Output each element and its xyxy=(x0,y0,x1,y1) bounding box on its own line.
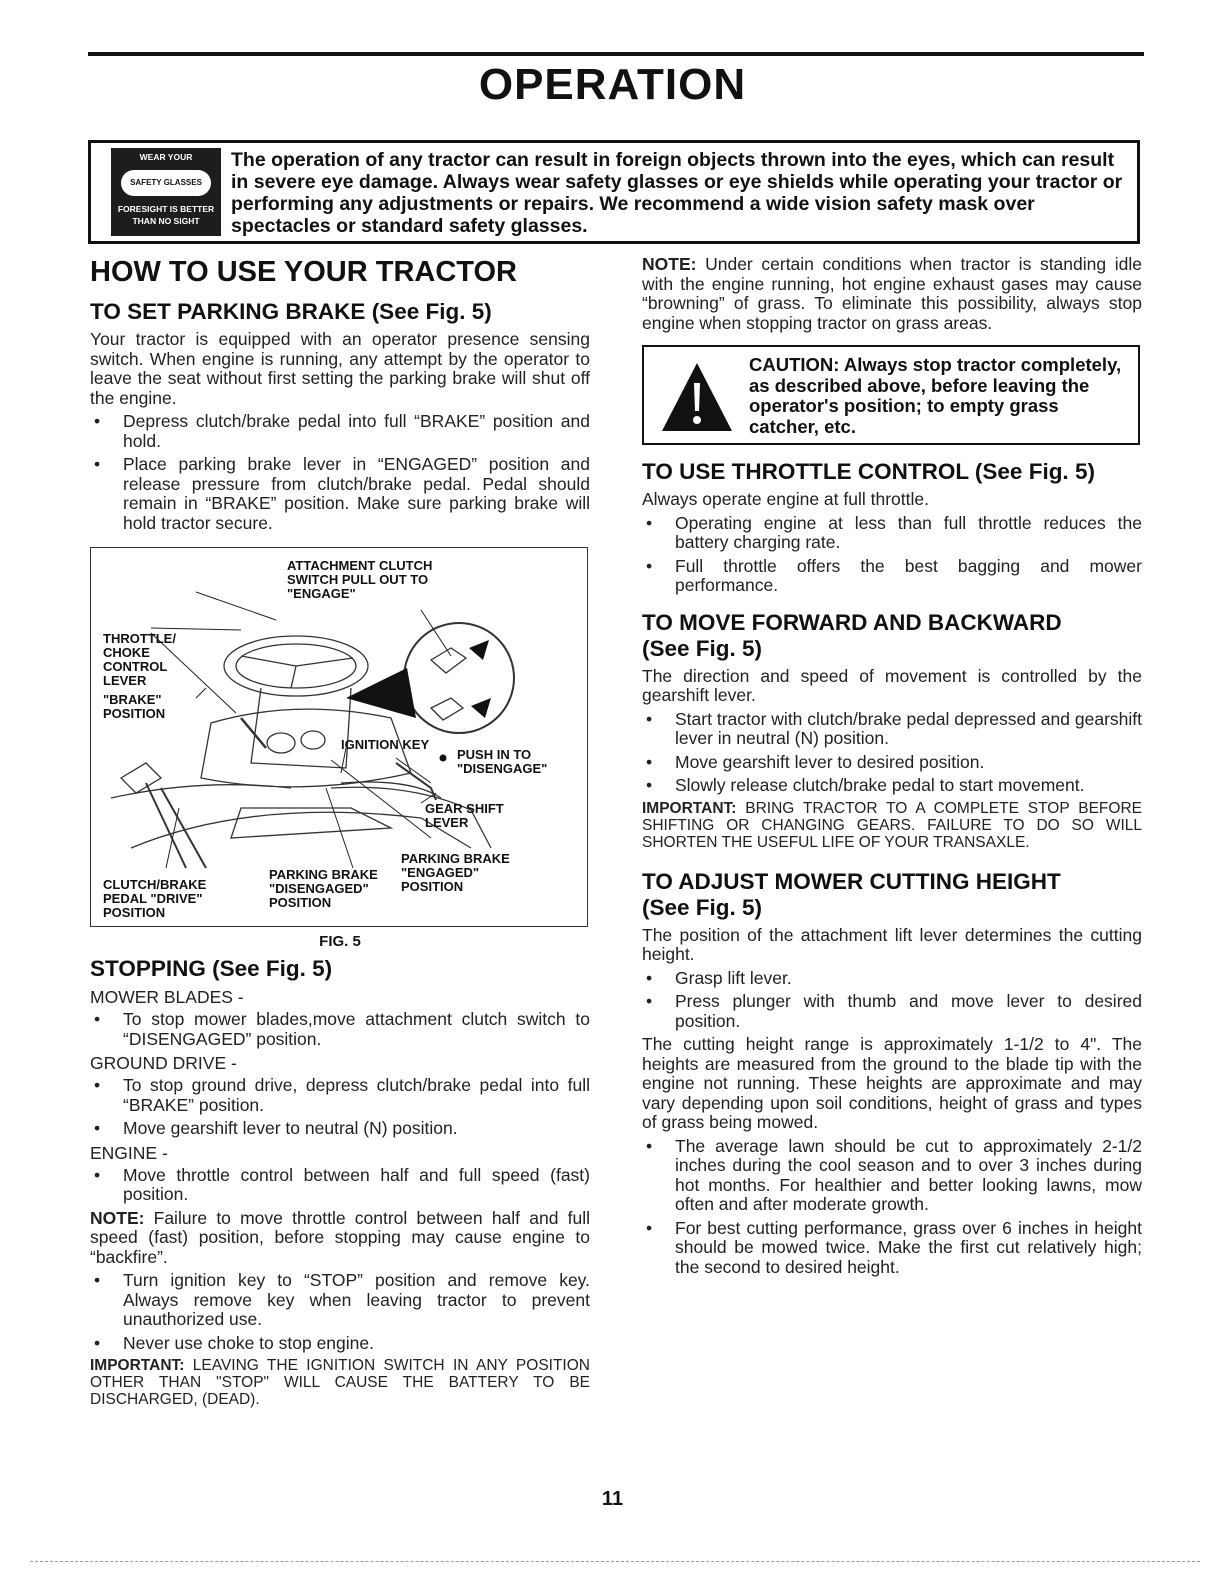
parking-brake-steps xyxy=(90,412,590,533)
ground-step-1: • To stop ground drive, depress clutch/brake pedal into full “BRAKE” position. xyxy=(90,1076,590,1115)
note-text: Failure to move throttle control between half and full speed (fast) position, before stopping may cause engine to “backfire”. xyxy=(90,1207,590,1267)
subheading-parking-brake: TO SET PARKING BRAKE (See Fig. 5) xyxy=(90,299,492,324)
page-title: OPERATION xyxy=(478,60,747,109)
move-steps xyxy=(642,710,1142,796)
safety-icon-bottom-text-1: FORESIGHT IS BETTER xyxy=(117,204,215,214)
height-intro: The position of the attachment lift lever determines the cutting height. xyxy=(642,924,1142,964)
label-parking-engaged-line-3: POSITION xyxy=(401,879,464,894)
safety-notice-text: The operation of any tractor can result in foreign objects thrown into the eyes, which can result in severe eye damage. Always wear safety glasses or eye shields while operating your tractor or performing any adjustments or repairs. We recommend a wide vision safety mask over spectacles or standard safety glasses. xyxy=(231,149,1123,237)
figure-5 xyxy=(90,547,588,927)
parking-step-2: • Place parking brake lever in “ENGAGED” position and release pressure from clutch/brake pedal. Pedal should remain in “BRAKE” position. Make sure parking brake will hold tractor secure. xyxy=(90,455,590,533)
subheading-move-line-1: TO MOVE FORWARD AND BACKWARD xyxy=(642,609,1062,635)
move-intro: The direction and speed of movement is controlled by the gearshift lever. xyxy=(642,665,1142,705)
label-push-in-line-1: PUSH IN TO xyxy=(457,747,532,762)
left-column xyxy=(90,255,590,1412)
subheading-move-line-2: (See Fig. 5) xyxy=(642,635,763,661)
height-step-2: • Press plunger with thumb and move lever to desired position. xyxy=(642,992,1142,1031)
label-brake-position xyxy=(103,693,165,721)
stopping-important xyxy=(90,1357,590,1408)
right-column xyxy=(642,255,1142,1281)
move-important-label: IMPORTANT: xyxy=(642,799,737,817)
caution-text: CAUTION: Always stop tractor completely, as described above, before leaving the operator's position; to empty grass catcher, etc. xyxy=(749,354,1122,437)
safety-glasses-icon xyxy=(111,148,221,236)
label-gear-shift xyxy=(425,802,504,830)
engine-steps xyxy=(90,1166,590,1205)
top-rule xyxy=(88,52,1144,56)
bottom-rule xyxy=(30,1561,1200,1562)
label-gear-shift-line-1: GEAR SHIFT xyxy=(425,801,504,816)
label-engine: ENGINE - xyxy=(90,1142,168,1163)
browning-note-text: Under certain conditions when tractor is standing idle with the engine running, hot engine exhaust gases may cause “browning” of grass. To eliminate this possibility, always stop engine when stopping tractor on grass areas. xyxy=(642,254,1142,333)
label-push-in-line-2: "DISENGAGE" xyxy=(457,761,548,776)
label-mower-blades: MOWER BLADES - xyxy=(90,987,244,1007)
label-attachment-clutch xyxy=(287,559,432,601)
height-tip-1: • The average lawn should be cut to approximately 2-1/2 inches during the cool season and to over 3 inches during hot months. For healthier and better looking lawns, mow often and after moderate growth. xyxy=(642,1137,1142,1215)
move-step-3: • Slowly release clutch/brake pedal to start movement. xyxy=(642,776,1142,796)
safety-icon-bottom-text-2: THAN NO SIGHT xyxy=(132,216,200,226)
label-clutch-drive xyxy=(103,878,206,920)
move-important-text: BRING TRACTOR TO A COMPLETE STOP BEFORE SHIFTING OR CHANGING GEARS. FAILURE TO DO SO WILL SHORTEN THE USEFUL LIFE OF YOUR TRANSAXLE. xyxy=(642,799,1142,851)
mower-step-1: • To stop mower blades,move attachment clutch switch to “DISENGAGED” position. xyxy=(90,1010,590,1049)
important-text: LEAVING THE IGNITION SWITCH IN ANY POSITION OTHER THAN "STOP" WILL CAUSE THE BATTERY TO BE DISCHARGED, (DEAD). xyxy=(90,1357,590,1408)
label-attachment-clutch-line-3: "ENGAGE" xyxy=(287,586,356,601)
caution-box xyxy=(642,345,1140,445)
stopping-step-ignition: • Turn ignition key to “STOP” position and remove key. Always remove key when leaving tractor to prevent unauthorized use. xyxy=(90,1271,590,1330)
label-ground-drive: GROUND DRIVE - xyxy=(90,1053,237,1073)
throttle-intro: Always operate engine at full throttle. xyxy=(642,489,929,509)
page-number: 11 xyxy=(601,1488,624,1510)
engine-step-1: • Move throttle control between half and full speed (fast) position. xyxy=(90,1166,590,1205)
label-parking-disengaged-line-1: PARKING BRAKE xyxy=(269,867,378,882)
ground-drive-steps xyxy=(90,1076,590,1139)
label-brake-line-2: POSITION xyxy=(103,706,166,721)
height-steps xyxy=(642,969,1142,1032)
label-push-in xyxy=(457,748,547,776)
throttle-point-2: • Full throttle offers the best bagging and mower performance. xyxy=(642,557,1142,596)
section-heading-how-to-use: HOW TO USE YOUR TRACTOR xyxy=(90,256,517,288)
label-attachment-clutch-line-1: ATTACHMENT CLUTCH xyxy=(287,558,433,573)
label-ignition-key: IGNITION KEY xyxy=(341,737,430,752)
mower-blades-steps xyxy=(90,1010,590,1049)
safety-icon-middle-text: SAFETY GLASSES xyxy=(121,170,211,196)
height-step-1: • Grasp lift lever. xyxy=(642,969,1142,989)
safety-notice xyxy=(88,140,1140,244)
figure-caption: FIG. 5 xyxy=(319,933,361,950)
stopping-note xyxy=(90,1209,590,1268)
note-label: NOTE: xyxy=(90,1207,145,1228)
label-parking-disengaged xyxy=(269,868,378,910)
browning-note xyxy=(642,255,1142,333)
height-paragraph: The cutting height range is approximately 1-1/2 to 4". The heights are measured from the ground to the blade tip with the engine not running. These heights are approximate and may vary depending upon soil conditions, height of grass and types of grass being mowed. xyxy=(642,1034,1142,1132)
label-parking-disengaged-line-2: "DISENGAGED" xyxy=(269,881,369,896)
parking-step-1: • Depress clutch/brake pedal into full “BRAKE” position and hold. xyxy=(90,412,590,451)
move-step-2: • Move gearshift lever to desired position. xyxy=(642,753,1142,773)
throttle-point-1: • Operating engine at less than full throttle reduces the battery charging rate. xyxy=(642,514,1142,553)
warning-triangle-icon xyxy=(660,361,734,435)
label-clutch-drive-line-3: POSITION xyxy=(103,905,166,920)
subheading-height-line-1: TO ADJUST MOWER CUTTING HEIGHT xyxy=(642,868,1061,894)
move-step-1: • Start tractor with clutch/brake pedal depressed and gearshift lever in neutral (N) position. xyxy=(642,710,1142,749)
label-throttle-line-1: THROTTLE/ xyxy=(103,631,176,646)
label-throttle-line-2: CHOKE xyxy=(103,645,150,660)
subheading-stopping: STOPPING (See Fig. 5) xyxy=(90,956,333,981)
label-clutch-drive-line-2: PEDAL "DRIVE" xyxy=(103,891,203,906)
browning-note-label: NOTE: xyxy=(642,254,697,274)
label-clutch-drive-line-1: CLUTCH/BRAKE xyxy=(103,877,207,892)
label-parking-disengaged-line-3: POSITION xyxy=(269,895,332,910)
subheading-height-line-2: (See Fig. 5) xyxy=(642,894,763,920)
important-label: IMPORTANT: xyxy=(90,1357,185,1374)
label-parking-engaged xyxy=(401,852,510,894)
parking-brake-intro: Your tractor is equipped with an operator presence sensing switch. When engine is running, any attempt by the operator to leave the seat without first setting the parking brake will shut off the engine. xyxy=(90,329,590,408)
label-throttle-line-4: LEVER xyxy=(103,673,147,688)
safety-icon-top-text: WEAR YOUR xyxy=(139,152,193,162)
label-throttle-line-3: CONTROL xyxy=(103,659,168,674)
stopping-step-choke: • Never use choke to stop engine. xyxy=(90,1334,590,1354)
label-attachment-clutch-line-2: SWITCH PULL OUT TO xyxy=(287,572,429,587)
label-brake-line-1: "BRAKE" xyxy=(103,692,162,707)
label-gear-shift-line-2: LEVER xyxy=(425,815,469,830)
move-important xyxy=(642,800,1142,851)
label-parking-engaged-line-1: PARKING BRAKE xyxy=(401,851,510,866)
ground-step-2: • Move gearshift lever to neutral (N) position. xyxy=(90,1119,590,1139)
height-tips xyxy=(642,1137,1142,1278)
subheading-throttle: TO USE THROTTLE CONTROL (See Fig. 5) xyxy=(642,459,1095,484)
stopping-more-steps xyxy=(90,1271,590,1353)
height-tip-2: • For best cutting performance, grass over 6 inches in height should be mowed twice. Make the first cut relatively high; the second to desired height. xyxy=(642,1219,1142,1278)
throttle-points xyxy=(642,514,1142,596)
label-parking-engaged-line-2: "ENGAGED" xyxy=(401,865,480,880)
label-throttle-choke xyxy=(103,632,176,688)
